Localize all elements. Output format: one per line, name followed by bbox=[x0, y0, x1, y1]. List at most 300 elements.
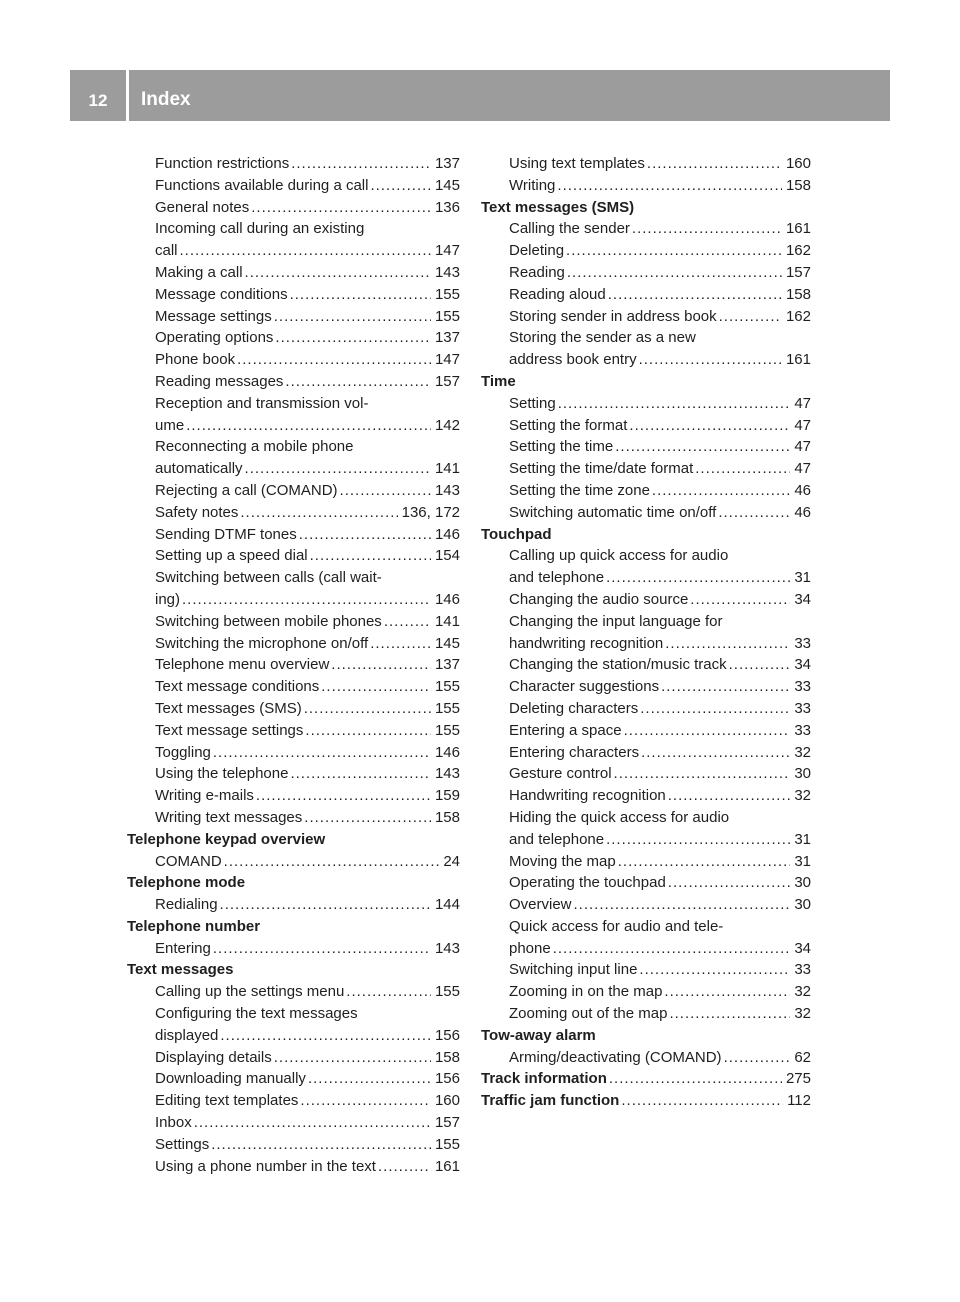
index-entry bbox=[127, 545, 460, 567]
entry-text: Safety notes bbox=[155, 503, 239, 521]
page-reference[interactable]: 33 bbox=[794, 678, 811, 696]
index-entry bbox=[481, 611, 811, 633]
entry-text: ing) bbox=[155, 590, 181, 608]
index-entry bbox=[481, 1047, 811, 1069]
page-reference[interactable]: 155 bbox=[434, 285, 460, 303]
entry-text: Tow-away alarm bbox=[481, 1026, 596, 1044]
entry-text: Handwriting recognition bbox=[509, 787, 666, 805]
page-reference[interactable]: 155 bbox=[434, 307, 460, 325]
entry-text: address book entry bbox=[509, 351, 637, 369]
page-reference[interactable]: 155 bbox=[434, 699, 460, 717]
index-entry bbox=[127, 371, 460, 393]
dot-leader bbox=[256, 785, 431, 807]
entry-text: Quick access for audio and tele- bbox=[509, 917, 724, 935]
entry-text: Functions available during a call bbox=[155, 176, 369, 194]
index-entry bbox=[127, 698, 460, 720]
entry-text: Downloading manually bbox=[155, 1070, 306, 1088]
entry-text: Reading aloud bbox=[509, 285, 606, 303]
page-reference[interactable]: 46 bbox=[794, 503, 811, 521]
page-reference[interactable]: 136, 172 bbox=[401, 503, 460, 521]
page-reference[interactable]: 141 bbox=[434, 460, 460, 478]
entry-text: Message settings bbox=[155, 307, 272, 325]
dot-leader bbox=[606, 829, 790, 851]
index-entry bbox=[481, 284, 811, 306]
index-entry bbox=[481, 393, 811, 415]
dot-leader bbox=[718, 502, 790, 524]
page-reference[interactable]: 158 bbox=[434, 808, 460, 826]
page-reference[interactable]: 155 bbox=[434, 983, 460, 1001]
entry-text: Using a phone number in the text bbox=[155, 1157, 376, 1175]
entry-text: Writing e-mails bbox=[155, 787, 254, 805]
entry-text: automatically bbox=[155, 460, 243, 478]
dot-leader bbox=[220, 1025, 431, 1047]
page-reference[interactable]: 155 bbox=[434, 1135, 460, 1153]
page-reference[interactable]: 30 bbox=[794, 765, 811, 783]
dot-leader bbox=[661, 676, 790, 698]
entry-text: Text message settings bbox=[155, 721, 304, 739]
index-entry bbox=[127, 349, 460, 371]
dot-leader bbox=[304, 698, 431, 720]
page-reference[interactable]: 143 bbox=[434, 481, 460, 499]
page-reference[interactable]: 31 bbox=[794, 569, 811, 587]
entry-text: Setting up a speed dial bbox=[155, 547, 308, 565]
entry-text: Operating the touchpad bbox=[509, 874, 666, 892]
index-entry bbox=[127, 284, 460, 306]
entry-text: Character suggestions bbox=[509, 678, 660, 696]
dot-leader bbox=[639, 959, 790, 981]
dot-leader bbox=[251, 197, 431, 219]
index-entry bbox=[481, 654, 811, 676]
index-entry bbox=[481, 589, 811, 611]
dot-leader bbox=[664, 981, 790, 1003]
dot-leader bbox=[558, 393, 791, 415]
page-reference[interactable]: 46 bbox=[794, 481, 811, 499]
dot-leader bbox=[220, 894, 431, 916]
dot-leader bbox=[618, 851, 791, 873]
dot-leader bbox=[624, 720, 791, 742]
index-entry bbox=[127, 785, 460, 807]
entry-text: Using the telephone bbox=[155, 765, 289, 783]
index-entry bbox=[127, 458, 460, 480]
entry-text: Displaying details bbox=[155, 1048, 272, 1066]
index-entry bbox=[481, 633, 811, 655]
entry-text: Telephone mode bbox=[127, 874, 246, 892]
page-reference[interactable]: 32 bbox=[794, 983, 811, 1001]
entry-text: Rejecting a call (COMAND) bbox=[155, 481, 338, 499]
entry-text: Hiding the quick access for audio bbox=[509, 808, 730, 826]
dot-leader bbox=[669, 1003, 790, 1025]
entry-text: Entering characters bbox=[509, 743, 640, 761]
page-reference[interactable]: 155 bbox=[434, 721, 460, 739]
dot-leader bbox=[331, 654, 431, 676]
index-entry bbox=[127, 524, 460, 546]
dot-leader bbox=[384, 611, 431, 633]
entry-text: Track information bbox=[481, 1070, 607, 1088]
entry-text: Entering bbox=[155, 939, 211, 957]
index-entry bbox=[481, 567, 811, 589]
entry-text: Reception and transmission vol- bbox=[155, 394, 369, 412]
entry-text: Using text templates bbox=[509, 155, 645, 172]
page-reference[interactable]: 160 bbox=[785, 155, 811, 172]
dot-leader bbox=[305, 720, 431, 742]
entry-text: Changing the audio source bbox=[509, 590, 689, 608]
page-reference[interactable]: 34 bbox=[794, 656, 811, 674]
entry-text: Operating options bbox=[155, 329, 274, 347]
index-entry bbox=[127, 1112, 460, 1134]
dot-leader bbox=[641, 742, 790, 764]
entry-text: Switching the microphone on/off bbox=[155, 634, 369, 652]
index-entry bbox=[481, 785, 811, 807]
index-entry bbox=[127, 633, 460, 655]
page-reference[interactable]: 47 bbox=[794, 460, 811, 478]
dot-leader bbox=[274, 1047, 431, 1069]
page-reference[interactable]: 275 bbox=[785, 1070, 811, 1088]
entry-text: Switching between calls (call wait- bbox=[155, 569, 382, 587]
page-reference[interactable]: 158 bbox=[785, 176, 811, 194]
page-number: 12 bbox=[88, 91, 108, 110]
dot-leader bbox=[609, 1068, 782, 1090]
dot-leader bbox=[291, 153, 431, 175]
entry-text: Deleting characters bbox=[509, 699, 639, 717]
entry-text: Text message conditions bbox=[155, 678, 320, 696]
page-reference[interactable]: 62 bbox=[794, 1048, 811, 1066]
index-entry bbox=[127, 218, 460, 240]
page-reference[interactable]: 146 bbox=[434, 525, 460, 543]
page-reference[interactable]: 34 bbox=[794, 590, 811, 608]
index-entry bbox=[481, 153, 811, 175]
index-entry bbox=[127, 306, 460, 328]
index-heading bbox=[481, 1025, 811, 1047]
dot-leader bbox=[180, 240, 431, 262]
dot-leader bbox=[310, 545, 431, 567]
index-entry bbox=[481, 415, 811, 437]
index-entry bbox=[481, 1003, 811, 1025]
page-reference[interactable]: 47 bbox=[794, 438, 811, 456]
index-entry bbox=[127, 763, 460, 785]
entry-text: Gesture control bbox=[509, 765, 612, 783]
page-reference[interactable]: 143 bbox=[434, 939, 460, 957]
page-reference[interactable]: 112 bbox=[787, 1092, 811, 1110]
dot-leader bbox=[695, 458, 790, 480]
entry-text: Arming/deactivating (COMAND) bbox=[509, 1048, 722, 1066]
section-title: Index bbox=[141, 89, 191, 110]
entry-text: Sending DTMF tones bbox=[155, 525, 297, 543]
entry-text: displayed bbox=[155, 1026, 219, 1044]
entry-text: ume bbox=[155, 416, 185, 434]
entry-text: Incoming call during an existing bbox=[155, 220, 365, 238]
index-entry bbox=[481, 742, 811, 764]
index-entry bbox=[127, 480, 460, 502]
dot-leader bbox=[574, 894, 791, 916]
index-entry bbox=[127, 742, 460, 764]
dot-leader bbox=[211, 1134, 431, 1156]
index-entry bbox=[127, 851, 460, 873]
page-reference[interactable]: 143 bbox=[434, 263, 460, 281]
dot-leader bbox=[213, 938, 431, 960]
entry-text: Telephone menu overview bbox=[155, 656, 330, 674]
index-entry bbox=[481, 720, 811, 742]
index-entry bbox=[481, 262, 811, 284]
dot-leader bbox=[615, 436, 790, 458]
entry-text: Making a call bbox=[155, 263, 243, 281]
index-entry bbox=[127, 393, 460, 415]
page-reference[interactable]: 47 bbox=[794, 416, 811, 434]
entry-text: Setting the time zone bbox=[509, 481, 650, 499]
index-entry bbox=[127, 240, 460, 262]
index-entry bbox=[481, 916, 811, 938]
page-reference[interactable]: 31 bbox=[794, 830, 811, 848]
index-heading bbox=[127, 959, 460, 981]
index-entry bbox=[127, 894, 460, 916]
dot-leader bbox=[370, 633, 431, 655]
entry-text: Setting bbox=[509, 394, 556, 412]
dot-leader bbox=[729, 654, 791, 676]
index-entry bbox=[481, 306, 811, 328]
page-reference[interactable]: 137 bbox=[434, 329, 460, 347]
page-reference[interactable]: 30 bbox=[794, 874, 811, 892]
index-entry bbox=[481, 676, 811, 698]
entry-text: Setting the time bbox=[509, 438, 614, 456]
index-entry bbox=[127, 327, 460, 349]
dot-leader bbox=[719, 306, 782, 328]
header-bar bbox=[70, 70, 890, 121]
index-entry bbox=[127, 1156, 460, 1178]
dot-leader bbox=[665, 633, 790, 655]
dot-leader bbox=[213, 742, 431, 764]
page-reference[interactable]: 32 bbox=[794, 787, 811, 805]
page-reference[interactable]: 161 bbox=[785, 220, 811, 238]
page-reference[interactable]: 147 bbox=[434, 242, 460, 260]
index-entry bbox=[127, 567, 460, 589]
dot-leader bbox=[290, 763, 431, 785]
index-entry bbox=[481, 545, 811, 567]
index-entry bbox=[481, 981, 811, 1003]
index-entry bbox=[481, 829, 811, 851]
index-entry bbox=[481, 175, 811, 197]
page-reference[interactable]: 146 bbox=[434, 590, 460, 608]
entry-text: Redialing bbox=[155, 896, 218, 914]
index-heading bbox=[481, 197, 811, 219]
dot-leader bbox=[290, 284, 431, 306]
entry-text: Text messages bbox=[127, 961, 234, 979]
entry-text: phone bbox=[509, 939, 551, 957]
index-entry bbox=[481, 436, 811, 458]
page-reference[interactable]: 162 bbox=[785, 307, 811, 325]
index-heading bbox=[127, 872, 460, 894]
dot-leader bbox=[308, 1068, 431, 1090]
index-entry bbox=[127, 1003, 460, 1025]
entry-text: Moving the map bbox=[509, 852, 616, 870]
page-reference[interactable]: 161 bbox=[785, 351, 811, 369]
entry-text: Reading messages bbox=[155, 372, 284, 390]
index-entry bbox=[127, 1090, 460, 1112]
dot-leader bbox=[304, 807, 431, 829]
index-entry bbox=[127, 981, 460, 1003]
page-reference[interactable]: 162 bbox=[785, 242, 811, 260]
entry-text: Switching input line bbox=[509, 961, 638, 979]
index-entry bbox=[127, 589, 460, 611]
page-reference[interactable]: 155 bbox=[434, 678, 460, 696]
page-reference[interactable]: 33 bbox=[794, 961, 811, 979]
dot-leader bbox=[321, 676, 431, 698]
index-entry bbox=[127, 1134, 460, 1156]
page-reference[interactable]: 156 bbox=[434, 1026, 460, 1044]
dot-leader bbox=[275, 327, 431, 349]
page-reference[interactable]: 157 bbox=[434, 372, 460, 390]
index-entry bbox=[481, 938, 811, 960]
index-entry bbox=[481, 959, 811, 981]
page-reference[interactable]: 145 bbox=[434, 634, 460, 652]
page-reference[interactable]: 158 bbox=[785, 285, 811, 303]
entry-text: Inbox bbox=[155, 1114, 192, 1132]
dot-leader bbox=[632, 218, 782, 240]
page-reference[interactable]: 157 bbox=[434, 1114, 460, 1132]
dot-leader bbox=[621, 1090, 783, 1112]
page-reference[interactable]: 145 bbox=[434, 176, 460, 194]
dot-leader bbox=[690, 589, 790, 611]
page-reference[interactable]: 144 bbox=[434, 896, 460, 914]
entry-text: handwriting recognition bbox=[509, 634, 664, 652]
page-reference[interactable]: 156 bbox=[434, 1070, 460, 1088]
index-entry bbox=[481, 218, 811, 240]
index-entry bbox=[481, 763, 811, 785]
page-reference[interactable]: 136 bbox=[434, 198, 460, 216]
entry-text: Entering a space bbox=[509, 721, 622, 739]
page-reference[interactable]: 24 bbox=[443, 852, 460, 870]
page-reference[interactable]: 137 bbox=[434, 656, 460, 674]
dot-leader bbox=[724, 1047, 791, 1069]
dot-leader bbox=[237, 349, 431, 371]
page-reference[interactable]: 33 bbox=[794, 634, 811, 652]
entry-text: Function restrictions bbox=[155, 155, 290, 172]
entry-text: Switching automatic time on/off bbox=[509, 503, 717, 521]
index-entry bbox=[127, 1047, 460, 1069]
entry-text: Zooming out of the map bbox=[509, 1005, 668, 1023]
page-reference[interactable]: 161 bbox=[434, 1157, 460, 1175]
entry-text: Changing the input language for bbox=[509, 612, 723, 630]
page-reference[interactable]: 147 bbox=[434, 351, 460, 369]
entry-text: Text messages (SMS) bbox=[481, 198, 635, 216]
page-reference[interactable]: 143 bbox=[434, 765, 460, 783]
page-reference[interactable]: 137 bbox=[434, 155, 460, 172]
page-reference[interactable]: 33 bbox=[794, 721, 811, 739]
index-entry bbox=[127, 153, 460, 175]
entry-text: Calling the sender bbox=[509, 220, 630, 238]
index-entry bbox=[127, 415, 460, 437]
page-reference[interactable]: 30 bbox=[794, 896, 811, 914]
index-entry bbox=[127, 611, 460, 633]
entry-text: Editing text templates bbox=[155, 1092, 299, 1110]
dot-leader bbox=[652, 480, 790, 502]
dot-leader bbox=[629, 415, 790, 437]
entry-text: Traffic jam function bbox=[481, 1092, 620, 1110]
dot-leader bbox=[639, 349, 782, 371]
dot-leader bbox=[240, 502, 397, 524]
dot-leader bbox=[182, 589, 431, 611]
entry-text: Deleting bbox=[509, 242, 565, 260]
dot-leader bbox=[614, 763, 791, 785]
index-entry bbox=[127, 654, 460, 676]
page-reference[interactable]: 154 bbox=[434, 547, 460, 565]
entry-text: Reading bbox=[509, 263, 565, 281]
dot-leader bbox=[640, 698, 790, 720]
dot-leader bbox=[566, 240, 782, 262]
page-reference[interactable]: 141 bbox=[434, 612, 460, 630]
index-entry bbox=[127, 720, 460, 742]
page-reference[interactable]: 33 bbox=[794, 699, 811, 717]
dot-leader bbox=[285, 371, 431, 393]
index-entry bbox=[481, 327, 811, 349]
page-reference[interactable]: 159 bbox=[434, 787, 460, 805]
entry-text: Setting the time/date format bbox=[509, 460, 694, 478]
dot-leader bbox=[245, 458, 431, 480]
page-reference[interactable]: 157 bbox=[785, 263, 811, 281]
dot-leader bbox=[567, 262, 782, 284]
page-reference[interactable]: 142 bbox=[434, 416, 460, 434]
dot-leader bbox=[668, 785, 791, 807]
index-entry bbox=[127, 197, 460, 219]
entry-text: and telephone bbox=[509, 569, 605, 587]
entry-text: COMAND bbox=[155, 852, 222, 870]
entry-text: Reconnecting a mobile phone bbox=[155, 438, 354, 456]
dot-leader bbox=[186, 415, 431, 437]
entry-text: Text messages (SMS) bbox=[155, 699, 302, 717]
index-column-left bbox=[127, 153, 460, 1177]
entry-text: Calling up quick access for audio bbox=[509, 547, 729, 565]
index-entry bbox=[127, 1025, 460, 1047]
entry-text: General notes bbox=[155, 198, 250, 216]
dot-leader bbox=[557, 175, 782, 197]
dot-leader bbox=[274, 306, 431, 328]
page-reference[interactable]: 32 bbox=[794, 1005, 811, 1023]
entry-text: Storing sender in address book bbox=[509, 307, 717, 325]
entry-text: Phone book bbox=[155, 351, 236, 369]
index-entry bbox=[127, 938, 460, 960]
entry-text: Touchpad bbox=[481, 525, 552, 543]
entry-text: Storing the sender as a new bbox=[509, 329, 696, 347]
page-reference[interactable]: 160 bbox=[434, 1092, 460, 1110]
page-reference[interactable]: 146 bbox=[434, 743, 460, 761]
index-entry bbox=[127, 676, 460, 698]
entry-text: Telephone number bbox=[127, 917, 261, 935]
page-reference[interactable]: 32 bbox=[794, 743, 811, 761]
entry-text: and telephone bbox=[509, 830, 605, 848]
index-entry bbox=[481, 872, 811, 894]
page-reference[interactable]: 47 bbox=[794, 394, 811, 412]
dot-leader bbox=[194, 1112, 431, 1134]
entry-text: Time bbox=[481, 372, 516, 390]
entry-text: Writing bbox=[509, 176, 556, 194]
page-reference[interactable]: 31 bbox=[794, 852, 811, 870]
dot-leader bbox=[647, 153, 782, 175]
page-reference[interactable]: 34 bbox=[794, 939, 811, 957]
dot-leader bbox=[346, 981, 431, 1003]
entry-text: Message conditions bbox=[155, 285, 288, 303]
index-heading bbox=[127, 916, 460, 938]
entry-text: Toggling bbox=[155, 743, 211, 761]
entry-text: Changing the station/music track bbox=[509, 656, 727, 674]
index-entry bbox=[481, 894, 811, 916]
index-entry bbox=[481, 480, 811, 502]
page-reference[interactable]: 158 bbox=[434, 1048, 460, 1066]
index-heading bbox=[481, 1090, 811, 1112]
index-entry bbox=[481, 502, 811, 524]
dot-leader bbox=[606, 567, 790, 589]
index-entry bbox=[481, 851, 811, 873]
dot-leader bbox=[608, 284, 782, 306]
index-column-right bbox=[481, 153, 811, 1112]
index-entry bbox=[481, 458, 811, 480]
